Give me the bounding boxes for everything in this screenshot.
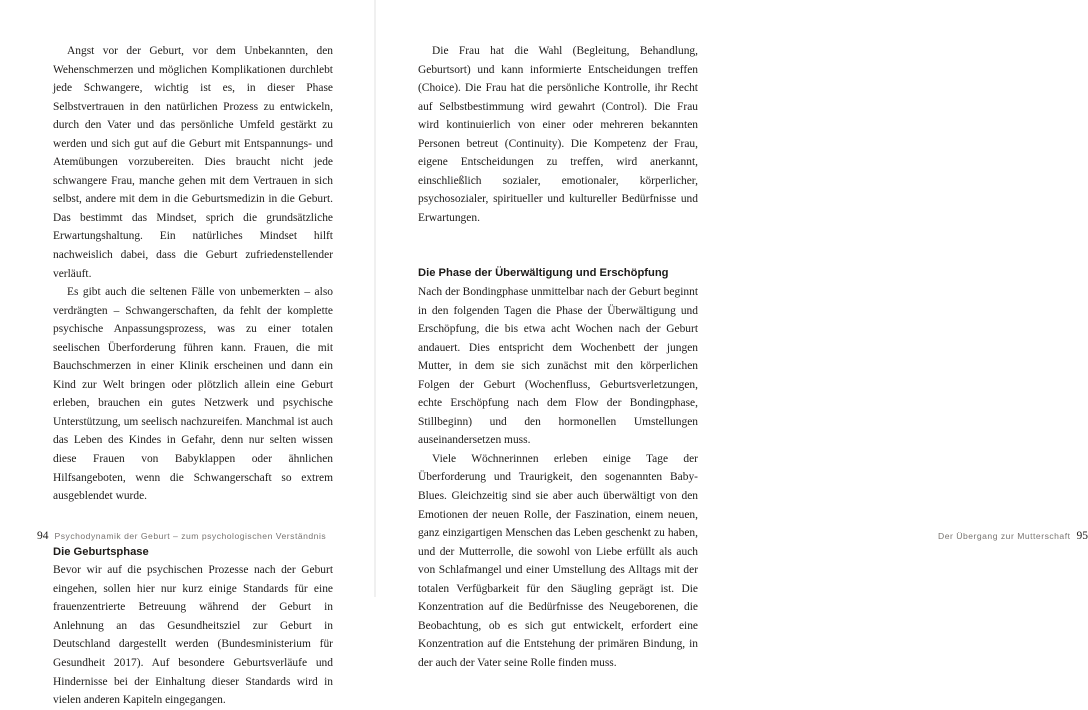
right-page bbox=[375, 0, 750, 597]
right-text-column bbox=[418, 42, 698, 673]
right-paragraph-3: Viele Wöchnerinnen erleben einige Tage der Überforderung und Traurigkeit, den sogenannten Baby-Blues. Gleichzeitig sind sie aber auch überwältigt von den Emotionen der neuen Rolle, der Faszination, einem neuen, ganz einzigartigen Menschen das Leben geschenkt zu haben, und der Mutterrolle, die sowohl von Liebe erfüllt als auch von Schlafmangel und einer Umstellung des Alltags mit der totalen Verfügbarkeit für den Säugling geprägt ist. Die Konzentration auf die Bedürfnisse des Neugeborenen, die Beobachtung, ob es sich gut entwickelt, erfordert eine Konzentration auf die Entstehung der primären Bindung, in der auch der Vater seine Rolle finden muss. bbox=[418, 450, 698, 673]
section-heading-ueberwaeltigung: Die Phase der Überwältigung und Erschöpfung bbox=[418, 264, 698, 283]
left-paragraph-1: Angst vor der Geburt, vor dem Unbekannten, den Wehenschmerzen und möglichen Komplikationen durchlebt jede Schwangere, wichtig ist es, in dieser Phase Selbstvertrauen in den natürlichen Prozess zu entwickeln, durch den Vater und das persönliche Umfeld gestärkt zu werden und sich gut auf die Geburt mit Entspannungs- und Atemübungen vorzubereiten. Dies braucht nicht jede schwangere Frau, manche gehen mit dem Vertrauen in sich selbst, andere mit dem in die Geburtsmedizin in die Geburt. Das bestimmt das Mindset, sprich die grundsätzliche Erwartungshaltung. Ein natürliches Mindset hilft nachweislich dabei, dass die Geburt zufriedenstellender verläuft. bbox=[53, 42, 333, 283]
left-text-column bbox=[53, 42, 333, 710]
page-number-left: 94 bbox=[37, 530, 49, 542]
section-spacer bbox=[418, 227, 698, 264]
section-heading-geburtsphase: Die Geburtsphase bbox=[53, 543, 333, 562]
left-paragraph-3: Bevor wir auf die psychischen Prozesse nach der Geburt eingehen, sollen hier nur kurz einige Standards für eine frauenzentrierte Betreuung während der Geburt in Anlehnung an das Gesundheitsziel zur Geburt in Deutschland dargestellt werden (Bundesministerium für Gesundheit 2017). Auf besondere Geburtsverläufe und Hindernisse bei der Einhaltung dieser Standards wird in vielen anderen Kapiteln eingegangen. bbox=[53, 561, 333, 709]
right-paragraph-1: Die Frau hat die Wahl (Begleitung, Behandlung, Geburtsort) und kann informierte Entscheidungen treffen (Choice). Die Frau hat die persönliche Kontrolle, ihr Recht auf Selbstbestimmung wird gewahrt (Control). Die Frau wird kontinuierlich von einer oder mehreren bekannten Personen betreut (Continuity). Die Kompetenz der Frau, eigene Entscheidungen zu treffen, wird anerkannt, einschließlich sozialer, emotionaler, körperlicher, psychosozialer, spiritueller und kultureller Bedürfnisse und Erwartungen. bbox=[418, 42, 698, 227]
left-footer bbox=[37, 530, 326, 542]
right-footer bbox=[938, 530, 1088, 542]
running-title-left: Psychodynamik der Geburt – zum psychologischen Verständnis bbox=[55, 531, 327, 541]
running-title-right: Der Übergang zur Mutterschaft bbox=[938, 531, 1070, 541]
left-paragraph-2: Es gibt auch die seltenen Fälle von unbemerkten – also verdrängten – Schwangerschaften, da fehlt der komplette psychische Anpassungsprozess, was zu einer totalen seelischen Überforderung führen kann. Frauen, die mit Bauchschmerzen in einer Klinik erscheinen und dann ein Kind zur Welt bringen oder plötzlich allein eine Geburt erleben, brauchen ein gutes Netzwerk und psychische Unterstützung, um seelisch nachzureifen. Manchmal ist auch das Leben des Kindes in Gefahr, denn nur selten wissen diese Frauen von Babyklappen oder ähnlichen Hilfsangeboten, wenn die Schwangerschaft so extrem ausgeblendet wurde. bbox=[53, 283, 333, 506]
left-page bbox=[0, 0, 375, 597]
right-paragraph-2: Nach der Bondingphase unmittelbar nach der Geburt beginnt in den folgenden Tagen die Phase der Überwältigung und Erschöpfung, die bis etwa acht Wochen nach der Geburt andauert. Dies entspricht dem Wochenbett der jungen Mutter, in dem sie sich zunächst mit den körperlichen Folgen der Geburt (Wochenfluss, Geburtsverletzungen, echte Erschöpfung nach dem Flow der Bondingphase, Stillbeginn) und den hormonellen Umstellungen auseinandersetzen muss. bbox=[418, 283, 698, 450]
page-number-right: 95 bbox=[1077, 530, 1088, 542]
